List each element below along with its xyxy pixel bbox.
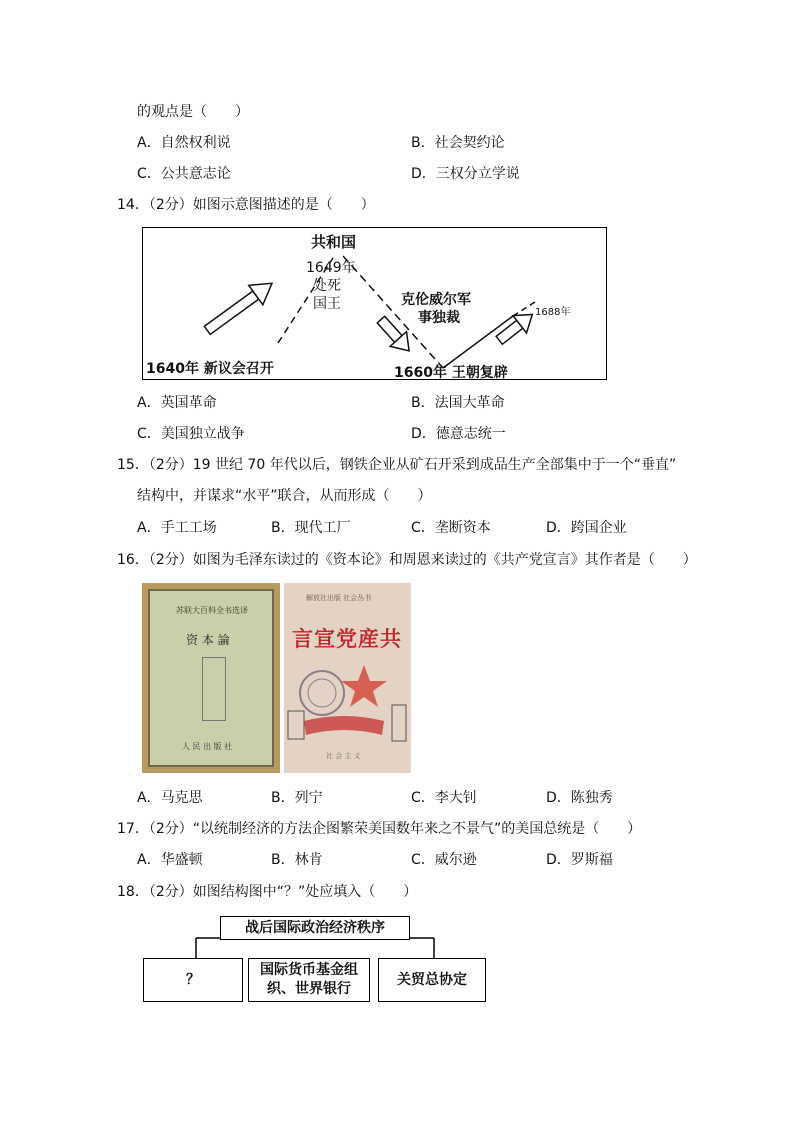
diagram-dictator: 事独裁 (418, 310, 460, 326)
q13-option-b[interactable]: B．社会契约论 (411, 135, 505, 151)
diagram-1660: 1660年 王朝复辟 (394, 365, 508, 381)
q15-option-d[interactable]: D．跨国企业 (546, 520, 627, 536)
q15-stem-line1: 15．（2分）19 世纪 70 年代以后，钢铁企业从矿石开采到成品生产全部集中于一个“垂直” (117, 457, 677, 473)
book2-publisher: 社 会 主 义 (326, 752, 361, 760)
q13-option-d[interactable]: D．三权分立学说 (411, 166, 520, 182)
arrow-down-icon (373, 312, 417, 358)
q17-option-a[interactable]: A．华盛顿 (137, 852, 203, 868)
q16-option-c[interactable]: C．李大钊 (411, 790, 477, 806)
q17-option-d[interactable]: D．罗斯福 (546, 852, 613, 868)
structure-box-imf-worldbank (248, 958, 370, 1002)
q16-option-d[interactable]: D．陈独秀 (546, 790, 613, 806)
diagram-1649: 1649年 (306, 260, 356, 276)
book2-series: 解放社出版 社会丛书 (306, 594, 372, 602)
diagram-1640: 1640年 新议会召开 (146, 361, 274, 377)
q15-option-c[interactable]: C．垄断资本 (411, 520, 491, 536)
arrow-up-icon (200, 274, 279, 340)
diagram-cromwell: 克伦威尔军 (401, 292, 471, 308)
structure-box-unknown: ？ (143, 958, 243, 1002)
arrow-up-right-icon (492, 306, 539, 349)
diagram-top-label: 共和国 (311, 233, 357, 251)
structure-top-box: 战后国际政治经济秩序 (220, 916, 410, 940)
q16-option-b[interactable]: B．列宁 (271, 790, 323, 806)
q18-stem: 18．（2分）如图结构图中“？”处应填入（ ） (117, 884, 418, 900)
structure-box-gatt: 关贸总协定 (378, 958, 486, 1002)
q13-option-a[interactable]: A．自然权利说 (137, 135, 231, 151)
structure-box-imf-line2: 织、世界银行 (267, 981, 351, 997)
structure-box-imf-line1: 国际货币基金组 (260, 962, 358, 978)
book1-title: 资 本 論 (186, 633, 230, 647)
communist-manifesto-cover-image (284, 583, 411, 773)
diagram-lines (143, 228, 605, 378)
diagram-execute: 处死 (313, 278, 341, 294)
q17-option-b[interactable]: B．林肯 (271, 852, 323, 868)
book2-title: 言宣党産共 (292, 627, 402, 651)
q14-option-d[interactable]: D．德意志统一 (411, 426, 506, 442)
book1-label-box (202, 657, 226, 721)
q15-option-b[interactable]: B．现代工厂 (271, 520, 351, 536)
diagram-1688: 1688年 (535, 307, 571, 318)
q13-stem: 的观点是（ ） (137, 104, 249, 120)
book1-publisher: 人 民 出 版 社 (182, 742, 233, 751)
q15-option-a[interactable]: A．手工工场 (137, 520, 217, 536)
q17-option-c[interactable]: C．威尔逊 (411, 852, 477, 868)
english-revolution-diagram (142, 227, 607, 380)
q16-stem: 16．（2分）如图为毛泽东读过的《资本论》和周恩来读过的《共产党宣言》其作者是（ ） (117, 552, 697, 568)
q14-option-c[interactable]: C．美国独立战争 (137, 426, 245, 442)
das-kapital-cover-image (142, 583, 280, 773)
diagram-king: 国王 (313, 296, 341, 312)
q14-option-a[interactable]: A．英国革命 (137, 395, 217, 411)
q13-option-c[interactable]: C．公共意志论 (137, 166, 231, 182)
book1-series: 苏联大百科全书选译 (176, 606, 248, 615)
q14-option-b[interactable]: B．法国大革命 (411, 395, 505, 411)
q15-stem-line2: 结构中，并谋求“水平”联合，从而形成（ ） (137, 488, 432, 504)
q14-stem: 14．（2分）如图示意图描述的是（ ） (117, 197, 375, 213)
q17-stem: 17．（2分）“以统制经济的方法企图繁荣美国数年来之不景气”的美国总统是（ ） (117, 821, 642, 837)
q16-option-a[interactable]: A．马克思 (137, 790, 203, 806)
